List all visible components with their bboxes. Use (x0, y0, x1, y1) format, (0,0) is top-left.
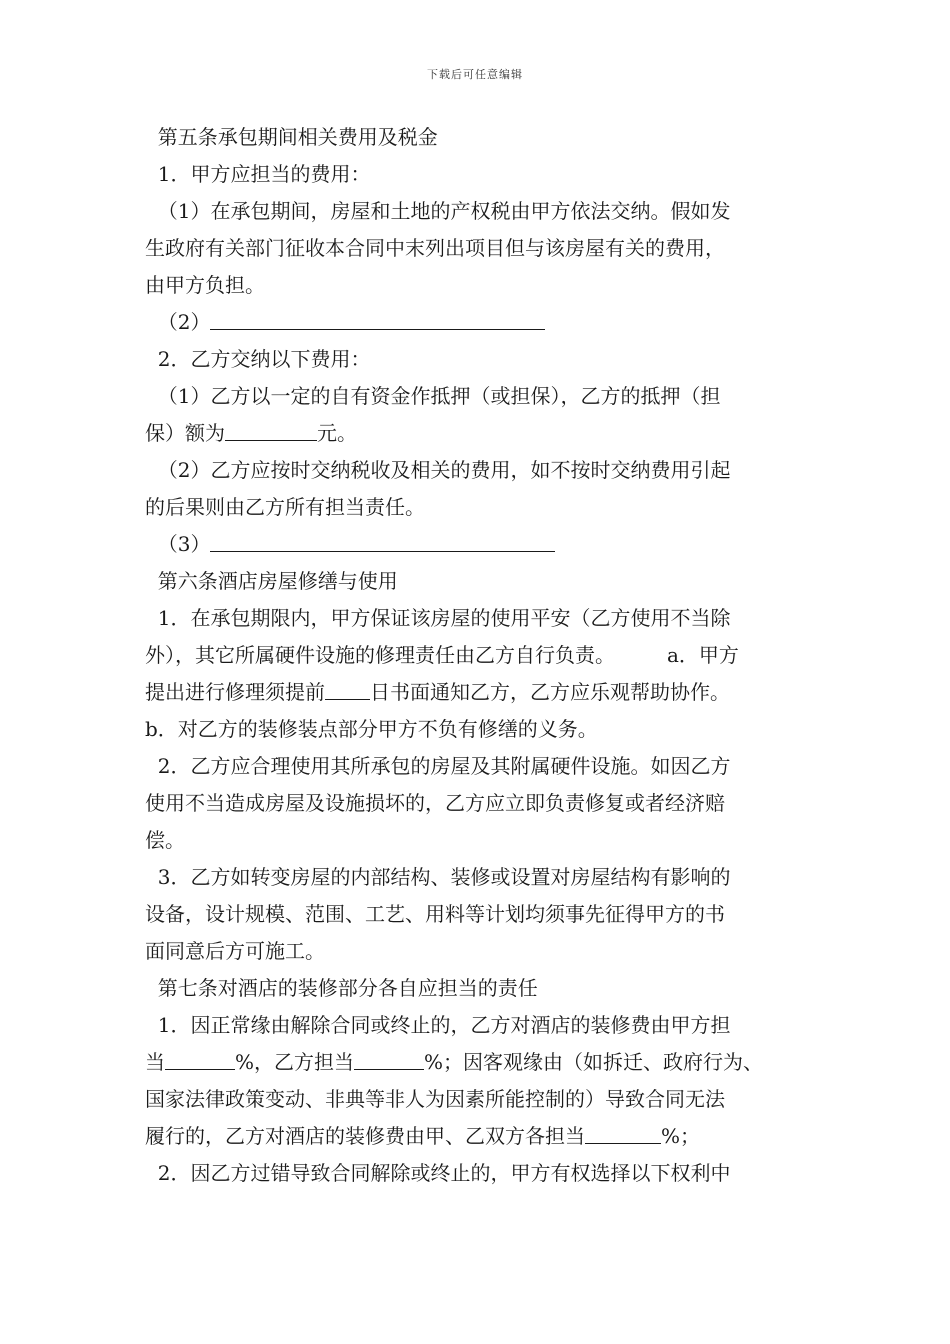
article5-item1-1-text: （1）在承包期间，房屋和土地的产权税由甲方依法交纳。假如发 (157, 199, 731, 223)
article5-item1-2-prefix: （2） (157, 310, 211, 334)
article6-item1-text-d: 日书面通知乙方，乙方应乐观帮助协作。 (370, 680, 730, 704)
article5-item2-2-line2: 的后果则由乙方所有担当责任。 (145, 495, 425, 519)
article6-item3-text: 3．乙方如转变房屋的内部结构、装修或设置对房屋结构有影响的 (157, 865, 731, 889)
article6-item1-line3 (145, 674, 817, 711)
article7-title (145, 970, 817, 1007)
article6-item2-text: 2．乙方应合理使用其所承包的房屋及其附属硬件设施。如因乙方 (157, 754, 731, 778)
article5-item2 (145, 341, 817, 378)
page-header: 下载后可任意编辑 (427, 68, 523, 81)
article5-item2-1-text: （1）乙方以一定的自有资金作抵押（或担保），乙方的抵押（担 (157, 384, 721, 408)
article7-item1-text-b: %，乙方担当 (235, 1050, 355, 1074)
article7-title-text: 第七条对酒店的装修部分各自应担当的责任 (157, 976, 538, 1000)
article7-item1-text: 1．因正常缘由解除合同或终止的，乙方对酒店的装修费由甲方担 (157, 1013, 731, 1037)
article7-item1-text-e: %； (661, 1124, 701, 1148)
article5-item2-1-text-a: 保）额为 (145, 421, 225, 445)
article7-item1-line4 (145, 1118, 817, 1155)
fill-blank-percent (354, 1047, 424, 1070)
article5-item1-1-line3: 由甲方负担。 (145, 273, 265, 297)
article7-item1-line3: 国家法律政策变动、非典等非人为因素所能控制的）导致合同无法 (145, 1087, 725, 1111)
article6-item2-line2: 使用不当造成房屋及设施损坏的，乙方应立即负责修复或者经济赔 (145, 791, 725, 815)
article6-item1-text-b: a．甲方 (667, 643, 739, 667)
article7-item1-text-c: %；因客观缘由（如拆迁、政府行为、 (424, 1050, 764, 1074)
article5-item2-1-text-b: 元。 (317, 421, 357, 445)
article6-item1-line4: b．对乙方的装修装点部分甲方不负有修缮的义务。 (145, 717, 598, 741)
article6-item1-text-a: 外），其它所属硬件设施的修理责任由乙方自行负责。 (145, 643, 615, 667)
article6-title (145, 563, 817, 600)
article6-item2-line3: 偿。 (145, 828, 185, 852)
article5-item2-2-text: （2）乙方应按时交纳税收及相关的费用，如不按时交纳费用引起 (157, 458, 731, 482)
article5-item2-text: 2．乙方交纳以下费用： (157, 347, 371, 371)
fill-blank-percent (585, 1121, 661, 1144)
article5-item1-2 (145, 304, 817, 341)
article7-item2-text: 2．因乙方过错导致合同解除或终止的，甲方有权选择以下权利中 (157, 1161, 731, 1185)
article5-title (145, 119, 817, 156)
article6-item3-line1 (145, 859, 817, 896)
article5-item2-2-line1 (145, 452, 817, 489)
article5-item1-1-line2: 生政府有关部门征收本合同中末列出项目但与该房屋有关的费用， (145, 236, 725, 260)
fill-blank-amount (225, 418, 317, 441)
article7-item2-line1 (145, 1155, 817, 1192)
article6-item1-text: 1．在承包期限内，甲方保证该房屋的使用平安（乙方使用不当除 (157, 606, 731, 630)
article5-item2-3 (145, 526, 817, 563)
article5-title-text: 第五条承包期间相关费用及税金 (157, 125, 438, 149)
article6-item1-text-c: 提出进行修理须提前 (145, 680, 325, 704)
article5-item1-text: 1．甲方应担当的费用： (157, 162, 371, 186)
article6-title-text: 第六条酒店房屋修缮与使用 (157, 569, 398, 593)
article5-item1-1-line1 (145, 193, 817, 230)
document-body (145, 119, 817, 1192)
article5-item1 (145, 156, 817, 193)
article6-item1-line2 (145, 637, 817, 674)
article7-item1-line1 (145, 1007, 817, 1044)
article5-item2-1-line1 (145, 378, 817, 415)
article5-item2-1-line2 (145, 415, 817, 452)
fill-blank-line (210, 307, 545, 330)
article7-item1-line2 (145, 1044, 817, 1081)
article6-item1-line1 (145, 600, 817, 637)
article6-item2-line1 (145, 748, 817, 785)
article5-item2-3-prefix: （3） (157, 532, 211, 556)
article7-item1-text-a: 当 (145, 1050, 165, 1074)
fill-blank-line (210, 529, 555, 552)
article6-item3-line3: 面同意后方可施工。 (145, 939, 325, 963)
fill-blank-days (325, 677, 370, 700)
fill-blank-percent (165, 1047, 235, 1070)
article6-item3-line2: 设备，设计规模、范围、工艺、用料等计划均须事先征得甲方的书 (145, 902, 725, 926)
article7-item1-text-d: 履行的，乙方对酒店的装修费由甲、乙双方各担当 (145, 1124, 585, 1148)
